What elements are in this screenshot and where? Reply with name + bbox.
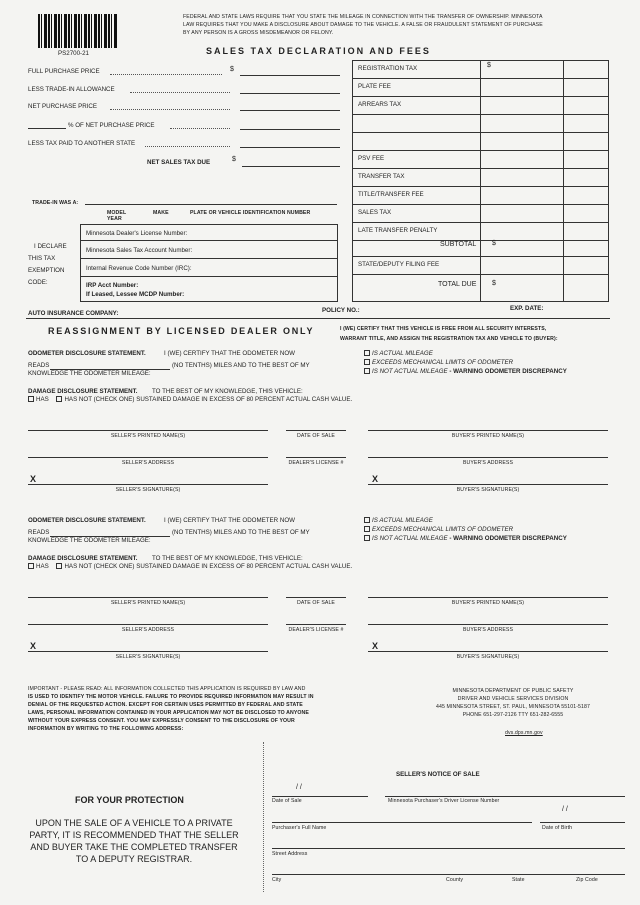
seller-name-field[interactable] (28, 430, 268, 431)
sales-tax-title: SALES TAX DECLARATION AND FEES (206, 46, 431, 56)
fee-amount-field[interactable] (482, 223, 562, 239)
filing-fee-label: STATE/DEPUTY FILING FEE (358, 261, 440, 268)
buyer-name-field[interactable] (368, 597, 608, 598)
seller-address-field[interactable] (28, 624, 268, 625)
damage-statement-label: DAMAGE DISCLOSURE STATEMENT. (28, 388, 138, 395)
buyer-address-field[interactable] (368, 624, 608, 625)
seller-name-field[interactable] (28, 597, 268, 598)
net-purchase-price-label: NET PURCHASE PRICE (28, 103, 97, 110)
reassignment-certify-2: WARRANT TITLE, AND ASSIGN THE REGISTRATION TAX AND VEHICLE TO (BUYER): (340, 336, 558, 342)
protection-line-3: AND BUYER TAKE THE COMPLETED TRANSFER (30, 842, 238, 852)
notice-city-field[interactable] (272, 874, 625, 875)
net-sales-tax-label: NET SALES TAX DUE (147, 159, 211, 166)
important-line: LAWS, PERSONAL INFORMATION CONTAINED IN YOUR APPLICATION MAY NOT BE DISCLOSED TO ANYONE (28, 710, 309, 716)
buyer-address-field[interactable] (368, 457, 608, 458)
dept-line: 445 MINNESOTA STREET, ST. PAUL, MINNESOTA 55101-5187 (436, 704, 590, 710)
odometer-statement-label: ODOMETER DISCLOSURE STATEMENT. (28, 350, 146, 357)
odometer-option[interactable]: IS NOT ACTUAL MILEAGE - WARNING ODOMETER DISCREPANCY (364, 535, 567, 542)
odometer-option[interactable]: IS ACTUAL MILEAGE (364, 517, 433, 524)
protection-line-4: TO A DEPUTY REGISTRAR. (75, 854, 193, 864)
dept-line: PHONE 651-297-2126 TTY 651-282-6555 (462, 712, 564, 718)
fee-amount-field[interactable] (482, 79, 562, 95)
fee-label: TRANSFER TAX (358, 173, 405, 180)
protection-line-2: PARTY, IT IS RECOMMENDED THAT THE SELLER (29, 830, 239, 840)
fee-amount-field[interactable] (482, 151, 562, 167)
checkbox[interactable] (364, 535, 370, 541)
fee-label: SALES TAX (358, 209, 392, 216)
fee-amount-field[interactable] (482, 169, 562, 185)
fee-label: ARREARS TAX (358, 101, 402, 108)
less-tax-paid-label: LESS TAX PAID TO ANOTHER STATE (28, 140, 136, 147)
buyer-signature-label: BUYER'S SIGNATURE(S) (456, 487, 520, 493)
header-notice-3: BY ANY PERSON IS A GROSS MISDEMEANOR OR FELONY. (183, 30, 334, 36)
fee-amount-field[interactable] (482, 61, 562, 77)
full-purchase-price-field[interactable] (240, 75, 340, 76)
has-checkbox[interactable] (28, 563, 34, 569)
make-label: MAKE (153, 210, 169, 216)
checkbox[interactable] (364, 517, 370, 523)
fee-amount-field[interactable] (482, 115, 562, 131)
buyer-address-label: BUYER'S ADDRESS (462, 460, 514, 466)
seller-signature-label: SELLER'S SIGNATURE(S) (115, 487, 181, 493)
fee-label: LATE TRANSFER PENALTY (358, 227, 438, 234)
checkbox[interactable] (364, 359, 370, 365)
protection-line-1: UPON THE SALE OF A VEHICLE TO A PRIVATE (35, 818, 233, 828)
barcode (38, 14, 118, 48)
dealer-license-label: DEALER'S LICENSE # (288, 460, 344, 466)
notice-dl-field[interactable] (385, 796, 625, 797)
fee-label: PLATE FEE (358, 83, 391, 90)
less-trade-in-label: LESS TRADE-IN ALLOWANCE (28, 86, 115, 93)
notice-dob-field[interactable] (540, 822, 625, 823)
sales-tax-account-row[interactable]: Minnesota Sales Tax Account Number: (86, 247, 193, 254)
reassignment-certify-1: I (WE) CERTIFY THAT THIS VEHICLE IS FREE FROM ALL SECURITY INTERESTS, (340, 326, 547, 332)
odometer-statement-label: ODOMETER DISCLOSURE STATEMENT. (28, 517, 146, 524)
dealer-license-field[interactable] (286, 624, 346, 625)
dealer-license-field[interactable] (286, 457, 346, 458)
notice-title: SELLER'S NOTICE OF SALE (396, 771, 480, 778)
header-notice-2: LAW REQUIRES THAT YOU MAKE A DISCLOSURE ABOUT DAMAGE TO THE VEHICLE. A FALSE OR FRAUDULENT STATEMENT OF PURCHASE (183, 22, 543, 28)
subtotal-label: SUBTOTAL (440, 241, 477, 248)
fee-label: TITLE/TRANSFER FEE (358, 191, 424, 198)
form-number: PS2700-21 (58, 50, 89, 57)
important-line: IS USED TO IDENTIFY THE MOTOR VEHICLE. FAILURE TO PROVIDE REQUIRED INFORMATION MAY RESULT IN (28, 694, 314, 700)
date-of_sale-field[interactable] (286, 430, 346, 431)
full-purchase-price-label: FULL PURCHASE PRICE (28, 68, 100, 75)
dealer-license-row[interactable]: Minnesota Dealer's License Number: (86, 230, 188, 237)
checkbox[interactable] (364, 350, 370, 356)
seller-signature-field[interactable] (28, 484, 268, 485)
percent-net-label: % OF NET PURCHASE PRICE (68, 122, 155, 129)
exp-date-label: EXP. DATE: (510, 305, 544, 312)
buyer-name-field[interactable] (368, 430, 608, 431)
seller-signature-label: SELLER'S SIGNATURE(S) (115, 654, 181, 660)
fee-amount-field[interactable] (482, 133, 562, 149)
less-tax-paid-field[interactable] (240, 147, 340, 148)
seller-name-label: SELLER'S PRINTED NAME(S) (110, 600, 186, 606)
buyer-name-label: BUYER'S PRINTED NAME(S) (451, 433, 525, 439)
checkbox[interactable] (364, 526, 370, 532)
net-purchase-price-field[interactable] (240, 110, 340, 111)
insurance-field[interactable] (26, 318, 610, 319)
protection-title: FOR YOUR PROTECTION (75, 795, 184, 805)
seller-address-label: SELLER'S ADDRESS (121, 627, 175, 633)
date-of_sale-label: DATE OF SALE (296, 433, 335, 439)
trade-in-field[interactable] (85, 204, 337, 205)
website-link[interactable]: dvs.dps.mn.gov (505, 730, 543, 736)
fee-label: REGISTRATION TAX (358, 65, 418, 72)
total-due-label: TOTAL DUE (438, 281, 477, 288)
buyer-address-label: BUYER'S ADDRESS (462, 627, 514, 633)
buyer-signature-label: BUYER'S SIGNATURE(S) (456, 654, 520, 660)
seller-name-label: SELLER'S PRINTED NAME(S) (110, 433, 186, 439)
fee-amount-field[interactable] (482, 97, 562, 113)
important-line: DENIAL OF THE REQUESTED ACTION. EXCEPT FOR CERTAIN USES PERMITTED BY FEDERAL AND STATE (28, 702, 303, 708)
irp-row[interactable]: IRP Acct Number: (86, 282, 139, 289)
net-sales-tax-field[interactable] (242, 166, 340, 167)
model-year-label: MODEL YEAR (107, 210, 127, 222)
percent-net-field[interactable] (240, 129, 340, 130)
fee-amount-field[interactable] (482, 205, 562, 221)
percent-field[interactable] (28, 128, 66, 129)
header-notice-1: FEDERAL AND STATE LAWS REQUIRE THAT YOU STATE THE MILEAGE IN CONNECTION WITH THE TRANSFER OF OWNERSHIP. MINNESOTA (183, 14, 543, 20)
odometer-option[interactable]: IS NOT ACTUAL MILEAGE - WARNING ODOMETER DISCREPANCY (364, 368, 567, 375)
has-checkbox[interactable] (28, 396, 34, 402)
seller-signature-field[interactable] (28, 651, 268, 652)
dealer-license-label: DEALER'S LICENSE # (288, 627, 344, 633)
odometer-option[interactable]: EXCEEDS MECHANICAL LIMITS OF ODOMETER (364, 359, 513, 366)
notice-name-field[interactable] (272, 822, 532, 823)
date-of_sale-field[interactable] (286, 597, 346, 598)
fee-amount-field[interactable] (482, 187, 562, 203)
notice-street-field[interactable] (272, 848, 625, 849)
odometer-option[interactable]: IS ACTUAL MILEAGE (364, 350, 433, 357)
less-trade-in-field[interactable] (240, 93, 340, 94)
important-line: IMPORTANT - PLEASE READ: ALL INFORMATION COLLECTED THIS APPLICATION IS REQUIRED BY LAW AND (28, 686, 306, 692)
dept-line: MINNESOTA DEPARTMENT OF PUBLIC SAFETY (452, 688, 574, 694)
has-not-checkbox[interactable] (56, 396, 62, 402)
insurance-company-label: AUTO INSURANCE COMPANY: (28, 310, 119, 317)
seller-address-label: SELLER'S ADDRESS (121, 460, 175, 466)
notice-date-field[interactable] (272, 796, 368, 797)
checkbox[interactable] (364, 368, 370, 374)
important-line: WITHOUT YOUR EXPRESS CONSENT. YOU MAY EXPRESSLY CONSENT TO THE DISCLOSURE OF YOUR (28, 718, 295, 724)
buyer-name-label: BUYER'S PRINTED NAME(S) (451, 600, 525, 606)
date-of_sale-label: DATE OF SALE (296, 600, 335, 606)
fee-label: PSV FEE (358, 155, 385, 162)
has-not-checkbox[interactable] (56, 563, 62, 569)
buyer-signature-field[interactable] (368, 484, 608, 485)
plate-label: PLATE OR VEHICLE IDENTIFICATION NUMBER (190, 210, 311, 216)
lessee-row[interactable]: If Leased, Lessee MCDP Number: (86, 291, 185, 298)
policy-label: POLICY NO.: (322, 307, 360, 314)
dept-line: DRIVER AND VEHICLE SERVICES DIVISION (457, 696, 569, 702)
important-line: INFORMATION BY WRITING TO THE FOLLOWING ADDRESS: (28, 726, 184, 732)
seller-address-field[interactable] (28, 457, 268, 458)
irc-row[interactable]: Internal Revenue Code Number (IRC): (86, 265, 192, 272)
reassignment-title: REASSIGNMENT BY LICENSED DEALER ONLY (48, 326, 315, 336)
odometer-option[interactable]: EXCEEDS MECHANICAL LIMITS OF ODOMETER (364, 526, 513, 533)
damage-statement-label: DAMAGE DISCLOSURE STATEMENT. (28, 555, 138, 562)
trade-in-label: TRADE-IN WAS A: (32, 200, 79, 206)
buyer-signature-field[interactable] (368, 651, 608, 652)
